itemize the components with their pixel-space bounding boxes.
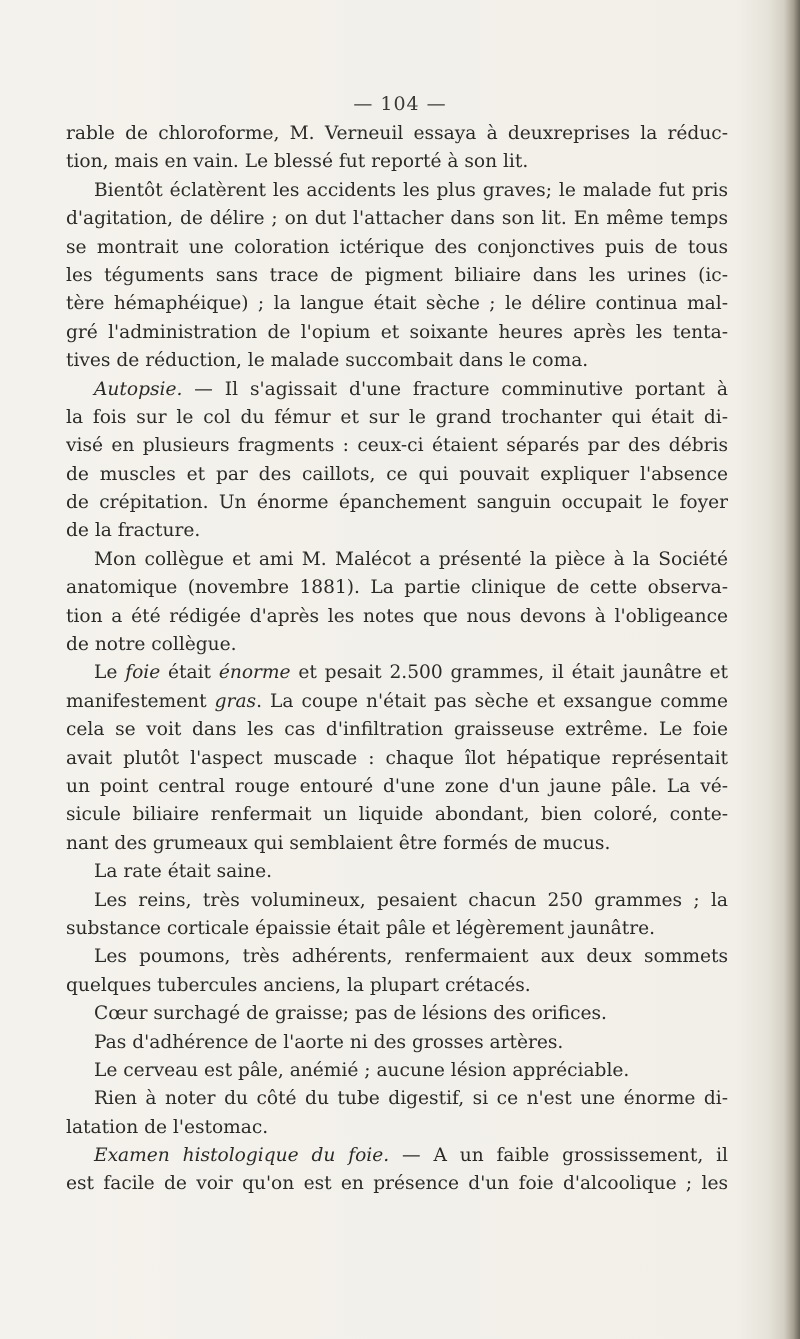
line-text: latation de l'estomac. — [66, 1116, 269, 1138]
body-text — [66, 120, 728, 1199]
line-text: — Il s'agissait d'une fracture comminutive portant à — [194, 378, 728, 400]
line-text: Le cerveau est pâle, anémié ; aucune lésion appréciable. — [94, 1059, 630, 1081]
line-text: manifestement gras. La coupe n'était pas sèche et exsangue comme — [66, 690, 728, 712]
line-text: les téguments sans trace de pigment biliaire dans les urines (ic- — [66, 264, 728, 286]
line-text: un point central rouge entouré d'une zone d'un jaune pâle. La vé- — [66, 775, 728, 797]
text-line — [66, 716, 728, 744]
text-line — [66, 1029, 728, 1057]
text-line — [66, 943, 728, 971]
line-text: Mon collègue et ami M. Malécot a présenté la pièce à la Société — [94, 548, 728, 570]
text-line — [66, 404, 728, 432]
text-line — [66, 1057, 728, 1085]
text-line — [66, 688, 728, 716]
text-line — [66, 659, 728, 687]
line-text: La rate était saine. — [94, 861, 273, 883]
page-number-header: — 104 — — [353, 93, 447, 115]
line-text: rable de chloroforme, M. Verneuil essaya à deuxreprises la réduc- — [66, 123, 728, 144]
line-text: anatomique (novembre 1881). La partie clinique de cette observa- — [66, 577, 728, 599]
text-line — [66, 290, 728, 318]
line-text: de la fracture. — [66, 520, 201, 542]
line-text: tion, mais en vain. Le blessé fut reporté à son lit. — [66, 151, 529, 173]
text-line — [66, 603, 728, 631]
line-text: Rien à noter du côté du tube digestif, si ce n'est une énorme di- — [94, 1088, 728, 1110]
line-text: est facile de voir qu'on est en présence d'un foie d'alcoolique ; les — [66, 1173, 728, 1195]
line-text: Pas d'adhérence de l'aorte ni des grosses artères. — [94, 1031, 564, 1053]
text-line — [66, 120, 728, 148]
text-line — [66, 1142, 728, 1170]
text-line — [66, 745, 728, 773]
text-line — [66, 234, 728, 262]
text-line — [66, 1000, 728, 1028]
text-line — [66, 915, 728, 943]
text-line — [66, 773, 728, 801]
text-line — [66, 148, 728, 176]
line-text: Les poumons, très adhérents, renfermaient aux deux sommets — [94, 946, 728, 968]
line-text: la fois sur le col du fémur et sur le grand trochanter qui était di- — [66, 406, 728, 428]
text-line — [66, 1170, 728, 1198]
line-text: sicule biliaire renfermait un liquide abondant, bien coloré, conte- — [66, 804, 728, 826]
text-line — [66, 1085, 728, 1113]
text-line — [66, 319, 728, 347]
text-line — [66, 177, 728, 205]
line-text: Les reins, très volumineux, pesaient chacun 250 grammes ; la — [94, 889, 728, 911]
line-text: Cœur surchagé de graisse; pas de lésions des orifices. — [94, 1003, 607, 1025]
line-text: tion a été rédigée d'après les notes que nous devons à l'obligeance — [66, 605, 728, 627]
page-edge-shadow — [784, 0, 800, 1339]
line-text: avait plutôt l'aspect muscade : chaque îlot hépatique représentait — [66, 747, 728, 769]
line-text: de crépitation. Un énorme épanchement sanguin occupait le foyer — [66, 492, 728, 514]
text-line — [66, 801, 728, 829]
line-text: visé en plusieurs fragments : ceux-ci étaient séparés par des débris — [66, 435, 728, 457]
text-line — [66, 489, 728, 517]
text-line — [66, 205, 728, 233]
text-line — [66, 887, 728, 915]
line-text: — A un faible grossissement, il — [402, 1145, 728, 1167]
text-line — [66, 972, 728, 1000]
text-line — [66, 546, 728, 574]
line-text: Bientôt éclatèrent les accidents les plus graves; le malade fut pris — [94, 179, 728, 201]
text-line — [66, 262, 728, 290]
text-line — [66, 376, 728, 404]
line-text: tives de réduction, le malade succombait dans le coma. — [66, 350, 589, 372]
line-text: gré l'administration de l'opium et soixante heures après les tenta- — [66, 321, 728, 343]
line-text: de muscles et par des caillots, ce qui pouvait expliquer l'absence — [66, 463, 728, 485]
text-line — [66, 432, 728, 460]
text-line — [66, 631, 728, 659]
italic-heading: Autopsie. — [94, 378, 183, 400]
line-text: cela se voit dans les cas d'infiltration graisseuse extrême. Le foie — [66, 719, 728, 741]
line-text: Le foie était énorme et pesait 2.500 grammes, il était jaunâtre et — [94, 662, 728, 684]
line-text: de notre collègue. — [66, 634, 237, 656]
line-text: nant des grumeaux qui semblaient être formés de mucus. — [66, 832, 611, 854]
text-line — [66, 517, 728, 545]
text-line — [66, 574, 728, 602]
text-line — [66, 1114, 728, 1142]
text-line — [66, 347, 728, 375]
line-text: se montrait une coloration ictérique des conjonctives puis de tous — [66, 236, 728, 258]
text-line — [66, 858, 728, 886]
line-text: substance corticale épaissie était pâle et légèrement jaunâtre. — [66, 917, 656, 939]
text-line — [66, 830, 728, 858]
line-text: tère hémaphéique) ; la langue était sèche ; le délire continua mal- — [66, 293, 728, 315]
text-line — [66, 461, 728, 489]
line-text: d'agitation, de délire ; on dut l'attacher dans son lit. En même temps — [66, 208, 728, 230]
italic-heading: Examen histologique du foie. — [94, 1145, 390, 1167]
line-text: quelques tubercules anciens, la plupart crétacés. — [66, 974, 531, 996]
